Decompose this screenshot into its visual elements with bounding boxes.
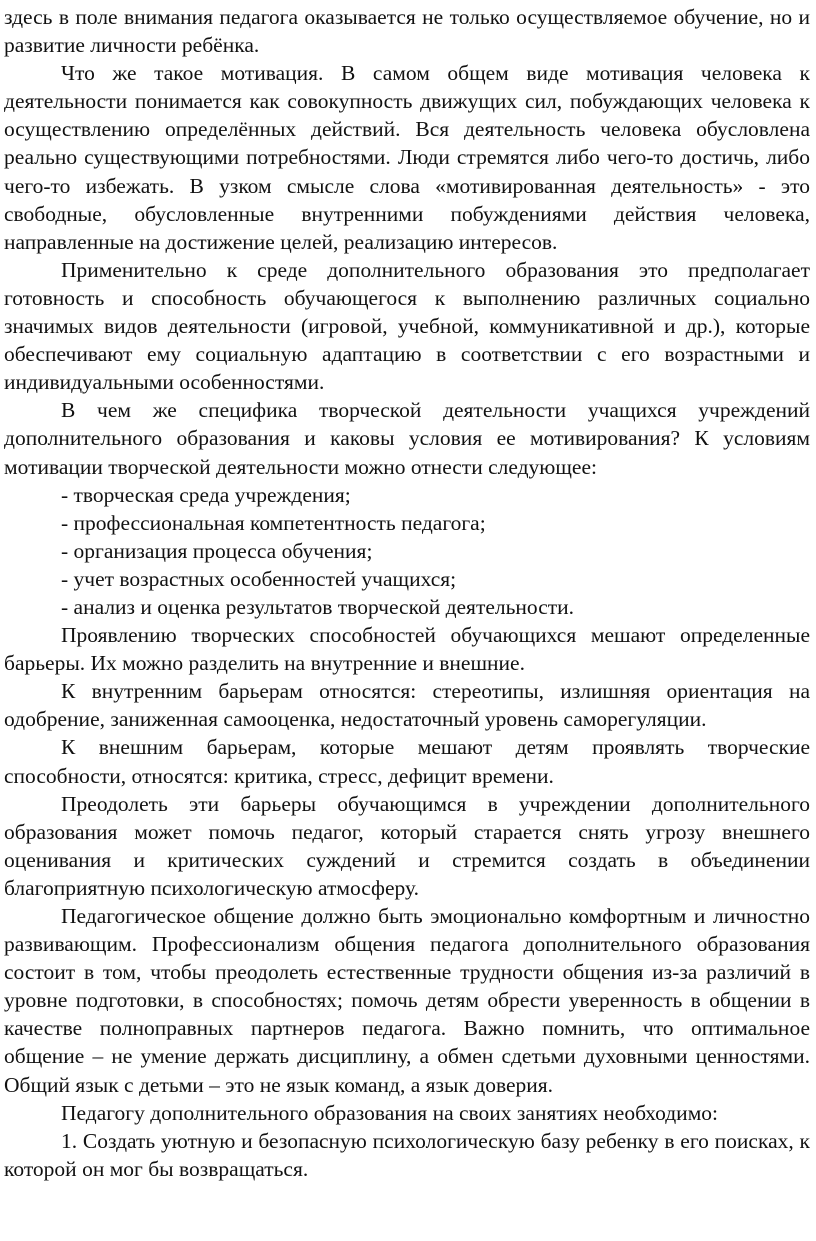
paragraph-continuation: здесь в поле внимания педагога оказывается не только осуществляемое обучение, но и развитие личности ребёнка.: [4, 5, 810, 58]
paragraph-internal-barriers: К внутренним барьерам относятся: стереотипы, излишняя ориентация на одобрение, заниженная самооценка, недостаточный уровень саморегуляции.: [4, 679, 810, 732]
paragraph-external-barriers: К внешним барьерам, которые мешают детям проявлять творческие способности, относятся: критика, стресс, дефицит времени.: [4, 735, 810, 788]
list-item: - организация процесса обучения;: [61, 538, 373, 563]
paragraph-teacher-needs: Педагогу дополнительного образования на своих занятиях необходимо:: [61, 1100, 719, 1125]
list-item: - профессиональная компетентность педагога;: [61, 510, 486, 535]
paragraph-motivation-definition: Что же такое мотивация. В самом общем виде мотивация человека к деятельности понимается как совокупность движущих сил, побуждающих человека к осуществлению определённых действий. Вся деятельность человека обусловлена реально существующими потребностями. Люди стремятся либо чего-то достичь, либо чего-то избежать. В узком смысле слова «мотивированная деятельность» - это свободные, обусловленные внутренними побуждениями действия человека, направленные на достижение целей, реализацию интересов.: [4, 61, 810, 254]
paragraph-specifics-question: В чем же специфика творческой деятельности учащихся учреждений дополнительного образования и каковы условия ее мотивирования? К условиям мотивации творческой деятельности можно отнести следующее:: [4, 398, 810, 479]
paragraph-overcome-barriers: Преодолеть эти барьеры обучающимся в учреждении дополнительного образования может помочь педагог, который старается снять угрозу внешнего оценивания и критических суждений и стремится создать в объединении благоприятную психологическую атмосферу.: [4, 791, 810, 900]
document-page: [0, 3, 816, 1241]
paragraph-additional-education: Применительно к среде дополнительного образования это предполагает готовность и способность обучающегося к выполнению различных социально значимых видов деятельности (игровой, учебной, коммуникативной и др.), которые обеспечивают ему социальную адаптацию в соответствии с его возрастными и индивидуальными особенностями.: [4, 257, 810, 395]
paragraph-numbered-1: 1. Создать уютную и безопасную психологическую базу ребенку в его поисках, к которой он мог бы возвращаться.: [4, 1128, 810, 1181]
paragraph-pedagogical-communication: Педагогическое общение должно быть эмоционально комфортным и личностно развивающим. Профессионализм общения педагога дополнительного образования состоит в том, чтобы преодолеть естественные трудности общения из-за различий в уровне подготовки, в способностях; помочь детям обрести уверенность в общении в качестве полноправных партнеров педагога. Важно помнить, что оптимальное общение – не умение держать дисциплину, а обмен сдетьми духовными ценностями. Общий язык с детьми – это не язык команд, а язык доверия.: [4, 904, 810, 1097]
list-item: - учет возрастных особенностей учащихся;: [61, 566, 457, 591]
paragraph-barriers: Проявлению творческих способностей обучающихся мешают определенные барьеры. Их можно разделить на внутренние и внешние.: [4, 623, 810, 676]
list-item: - творческая среда учреждения;: [61, 482, 351, 507]
list-item: - анализ и оценка результатов творческой деятельности.: [61, 594, 575, 619]
